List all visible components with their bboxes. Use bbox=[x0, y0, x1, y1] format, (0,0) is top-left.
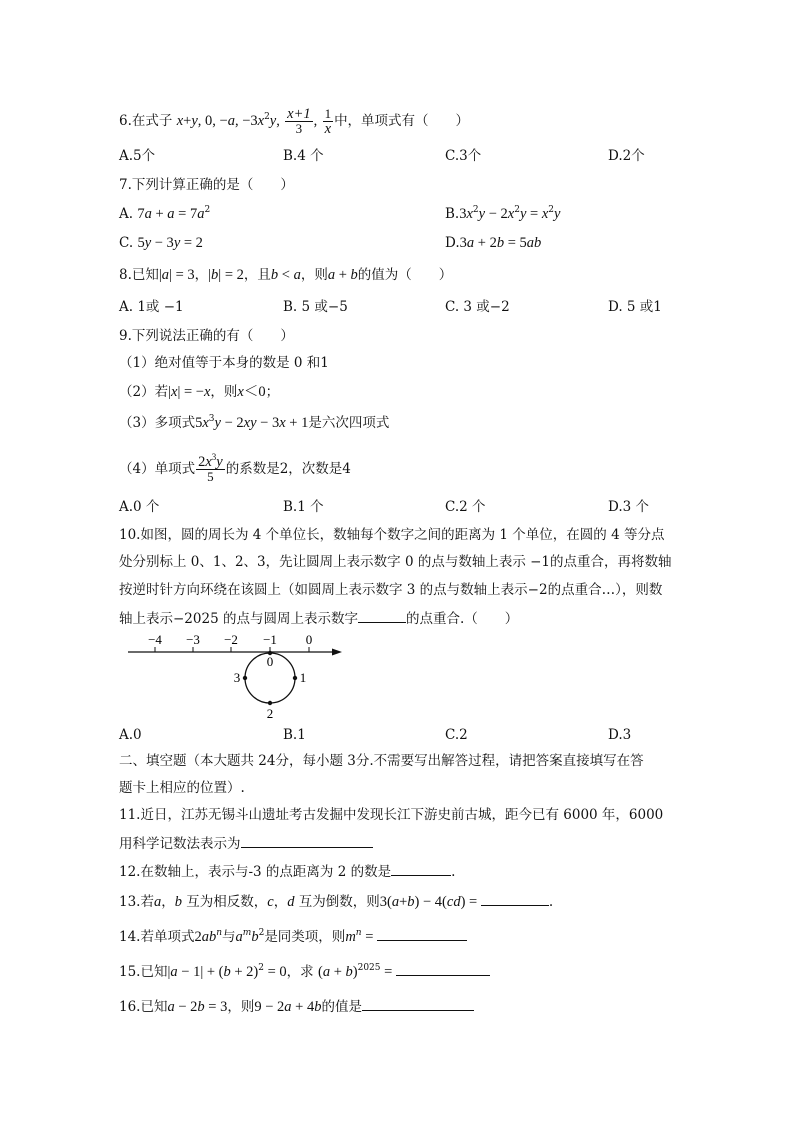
q11-answer-blank[interactable] bbox=[241, 833, 373, 848]
q9-statement-3: （3）多项式$5x^3y - 2xy - 3x + 1$是六次四项式 bbox=[119, 414, 390, 431]
q10-option-d: D.3 bbox=[608, 727, 632, 743]
q8-option-d: D. 5 或1 bbox=[608, 299, 662, 315]
tick-label: 0 bbox=[305, 632, 313, 647]
tick-label: −1 bbox=[263, 632, 277, 647]
q7-stem: 7.下列计算正确的是（ ） bbox=[119, 177, 294, 193]
q16-stem: 16.已知a − 2b = 3，则9 − 2a + 4b的值是 bbox=[119, 996, 474, 1016]
circle-point bbox=[268, 701, 272, 705]
q15-stem: 15.已知$|a - 1| + (b + 2)^2 = 0$，求 $(a + b)^{2025}$ = bbox=[119, 961, 490, 981]
q10-line-2: 处分别标上 0、1、2、3，先让圆周上表示数字 0 的点与数轴上表示 −1的点重合，再将数轴 bbox=[119, 554, 672, 570]
q10-line-1: 10.如图，圆的周长为 4 个单位长，数轴每个数字之间的距离为 1 个单位，在圆的 4 等分点 bbox=[119, 527, 665, 543]
q13-stem: 13.若a，b 互为相反数，c，d 互为倒数，则3(a+b) − 4(cd) = . bbox=[119, 891, 553, 911]
q12-answer-blank[interactable] bbox=[391, 861, 451, 876]
q6-expr: x bbox=[176, 113, 184, 129]
q12-stem: 12.在数轴上，表示与-3 的点距离为 2 的数是 . bbox=[119, 861, 455, 881]
circle-label: 3 bbox=[233, 670, 241, 685]
tick-label: −4 bbox=[148, 632, 162, 647]
q6-fraction: $\frac{x+1}{3}$ bbox=[287, 106, 311, 136]
q8-option-b: B. 5 或−5 bbox=[283, 299, 348, 315]
q6-option-a: A.5个 bbox=[119, 148, 156, 164]
section-2-heading-cont: 题卡上相应的位置）. bbox=[119, 780, 245, 796]
q8-stem: 8.已知|a| = 3，|b| = 2，且b < a，则a + b的值为（ ） bbox=[119, 267, 453, 283]
q10-option-c: C.2 bbox=[445, 727, 468, 743]
section-2-heading: 二、填空题（本大题共 24分，每小题 3分.不需要写出解答过程，请把答案直接填写在答 bbox=[119, 753, 644, 769]
q9-option-d: D.3 个 bbox=[608, 499, 650, 515]
q14-stem: 14.若单项式$2ab^n$与$a^mb^2$是同类项，则$m^n$ = bbox=[119, 926, 467, 946]
q9-statement-4: （4）单项式 $\frac{2x^3y}{5}$ 的系数是2，次数是4 bbox=[119, 452, 351, 484]
q13-answer-blank[interactable] bbox=[481, 891, 549, 906]
q16-answer-blank[interactable] bbox=[362, 996, 474, 1011]
circle-label: 1 bbox=[299, 670, 307, 685]
circle-label: 0 bbox=[266, 654, 274, 669]
q8-option-c: C. 3 或−2 bbox=[445, 299, 510, 315]
circle-label: 2 bbox=[266, 706, 274, 721]
q10-option-a: A.0 bbox=[119, 727, 142, 743]
circle-point bbox=[293, 676, 297, 680]
q15-answer-blank[interactable] bbox=[396, 961, 490, 976]
q9-option-c: C.2 个 bbox=[445, 499, 486, 515]
q6-option-c: C.3个 bbox=[445, 148, 482, 164]
q7-option-a: A. $7a + a = 7a^2$ bbox=[119, 205, 211, 222]
q9-fraction: $\frac{2x^3y}{5}$ bbox=[198, 452, 223, 484]
q9-option-b: B.1 个 bbox=[283, 499, 324, 515]
q6-option-d: D.2个 bbox=[608, 148, 645, 164]
q10-line-3: 按逆时针方向环绕在该圆上（如圆周上表示数字 3 的点与数轴上表示−2的点重合…），则数 bbox=[119, 582, 663, 598]
q7-option-c: C. 5y − 3y = 2 bbox=[119, 235, 203, 251]
q14-answer-blank[interactable] bbox=[377, 926, 467, 941]
q6-option-b: B.4 个 bbox=[283, 148, 324, 164]
q10-option-b: B.1 bbox=[283, 727, 306, 743]
circle-point bbox=[243, 676, 247, 680]
arrow-head-icon bbox=[332, 649, 342, 656]
tick-label: −3 bbox=[186, 632, 200, 647]
q6-fraction-2: $\frac{1}{x}$ bbox=[324, 106, 332, 137]
q6-stem: 6.在式子 x+y, 0, −a, $-3x^2y$, $\frac{x+1}{3}$ , $\frac{1}{x}$ 中，单项式有（ ） bbox=[119, 106, 470, 137]
q9-statement-1: （1）绝对值等于本身的数是 0 和1 bbox=[119, 355, 329, 371]
q7-option-b: $B.3x^2y - 2x^2y = x^2y$ bbox=[445, 205, 561, 222]
q9-statement-2: （2）若|x| = −x，则x＜0； bbox=[119, 384, 280, 400]
q7-option-d: D.3a + 2b = 5ab bbox=[445, 235, 542, 251]
q11-line-2: 用科学记数法表示为 bbox=[119, 833, 373, 853]
q10-figure bbox=[120, 632, 360, 724]
q9-option-a: A.0 个 bbox=[119, 499, 160, 515]
q11-line-1: 11.近日，江苏无锡斗山遗址考古发掘中发现长江下游史前古城，距今已有 6000 年，6000 bbox=[119, 807, 664, 823]
tick-label: −2 bbox=[224, 632, 238, 647]
q9-stem: 9.下列说法正确的有（ ） bbox=[119, 328, 294, 344]
q10-line-4: 轴上表示−2025 的点与圆周上表示数字 的点重合.（ ） bbox=[119, 608, 518, 628]
q8-option-a: A. 1或 −1 bbox=[119, 299, 184, 315]
